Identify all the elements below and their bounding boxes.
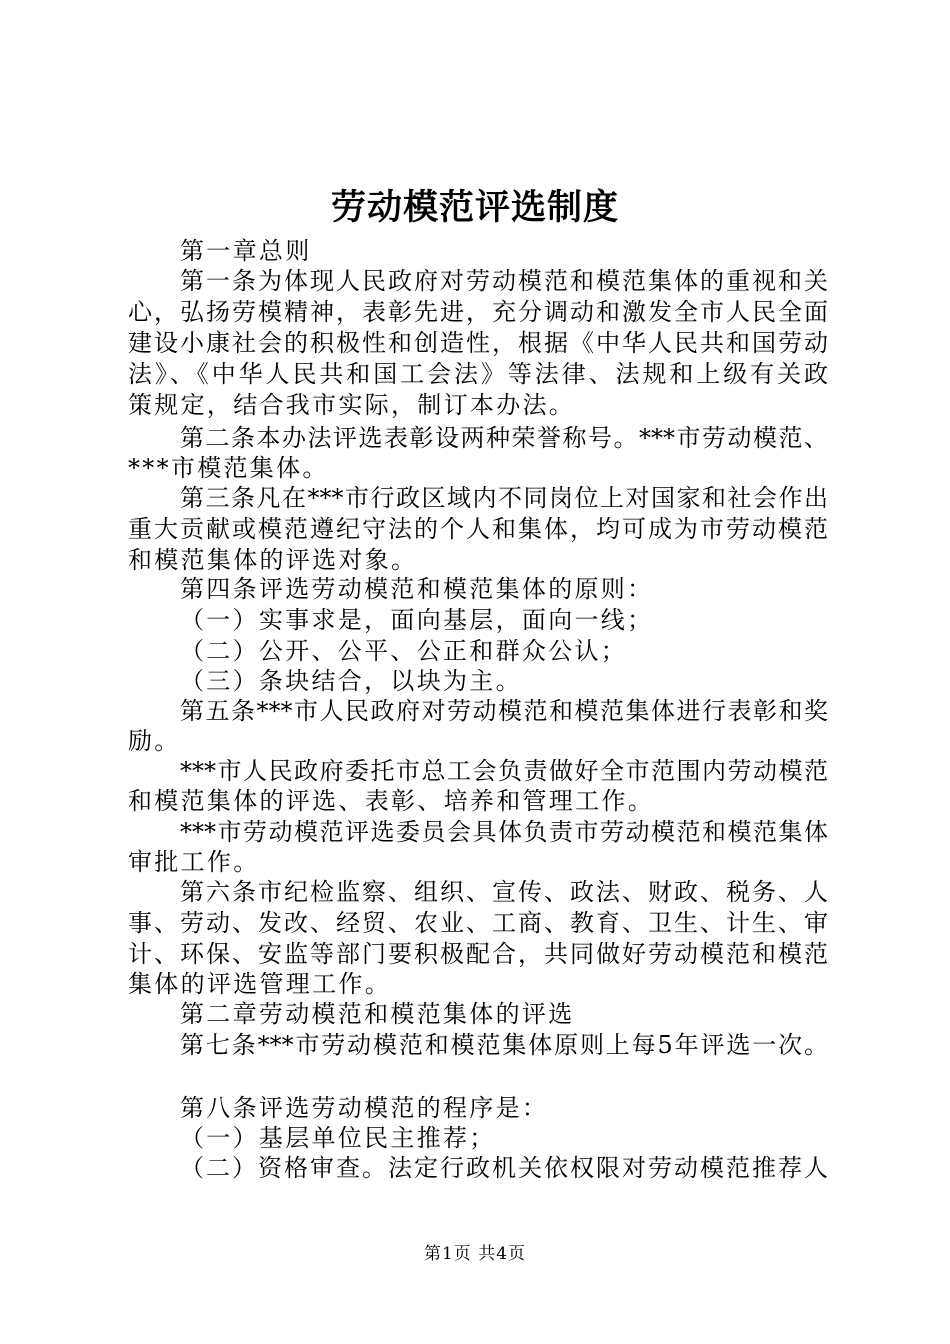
body-line: 计、环保、安监等部门要积极配合，共同做好劳动模范和模范 — [128, 940, 828, 968]
body-line: 第六条市纪检监察、组织、宣传、政法、财政、税务、人 — [180, 878, 828, 906]
body-line: 第二条本办法评选表彰设两种荣誉称号。***市劳动模范、 — [180, 424, 828, 452]
body-line: 和模范集体的评选对象。 — [128, 546, 418, 574]
list-item: （二）资格审查。法定行政机关依权限对劳动模范推荐人 — [180, 1154, 828, 1182]
chapter-heading: 第二章劳动模范和模范集体的评选 — [180, 1000, 575, 1028]
body-line: 策规定，结合我市实际，制订本办法。 — [128, 391, 576, 419]
body-line: 第五条***市人民政府对劳动模范和模范集体进行表彰和奖 — [180, 697, 828, 725]
body-line: 第一条为体现人民政府对劳动模范和模范集体的重视和关 — [180, 267, 828, 295]
body-line: 建设小康社会的积极性和创造性，根据《中华人民共和国劳动 — [128, 329, 828, 357]
body-line: ***市劳动模范评选委员会具体负责市劳动模范和模范集体 — [180, 818, 828, 846]
body-line: 第四条评选劳动模范和模范集体的原则： — [180, 575, 654, 603]
body-line: 审批工作。 — [128, 848, 260, 876]
chapter-heading: 第一章总则 — [180, 237, 312, 265]
list-item: （一）基层单位民主推荐； — [180, 1124, 496, 1152]
body-line: 心，弘扬劳模精神，表彰先进，充分调动和激发全市人民全面 — [128, 298, 828, 326]
body-line: 第八条评选劳动模范的程序是： — [180, 1094, 549, 1122]
body-line: ***市人民政府委托市总工会负责做好全市范围内劳动模范 — [180, 757, 828, 785]
document-title: 劳动模范评选制度 — [330, 187, 619, 228]
body-line: 法》、《中华人民共和国工会法》等法律、法规和上级有关政 — [128, 360, 828, 388]
page-footer: 第1页 共4页 — [423, 1244, 527, 1264]
list-item: （二）公开、公平、公正和群众公认； — [180, 637, 628, 665]
body-line: 集体的评选管理工作。 — [128, 970, 391, 998]
body-line: 重大贡献或模范遵纪守法的个人和集体，均可成为市劳动模范 — [128, 515, 828, 543]
list-item: （一）实事求是，面向基层，面向一线； — [180, 606, 654, 634]
body-line: 第七条***市劳动模范和模范集体原则上每5年评选一次。 — [180, 1031, 828, 1059]
body-line: 励。 — [128, 727, 181, 755]
body-line: 和模范集体的评选、表彰、培养和管理工作。 — [128, 787, 654, 815]
body-line: 事、劳动、发改、经贸、农业、工商、教育、卫生、计生、审 — [128, 909, 828, 937]
list-item: （三）条块结合，以块为主。 — [180, 667, 522, 695]
body-line: ***市模范集体。 — [128, 454, 329, 482]
body-line: 第三条凡在***市行政区域内不同岗位上对国家和社会作出 — [180, 484, 828, 512]
